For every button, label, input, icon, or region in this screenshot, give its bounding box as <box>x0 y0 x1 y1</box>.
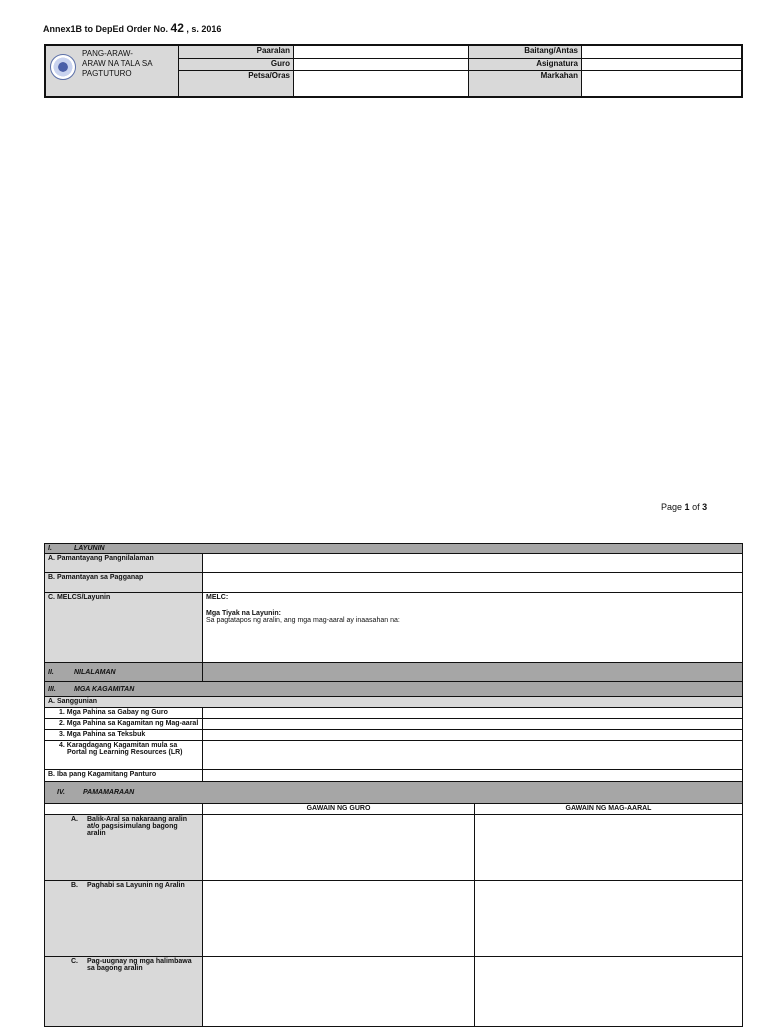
other-materials-field[interactable] <box>203 770 743 782</box>
ref-teacher-guide-label: 1. Mga Pahina sa Gabay ng Guro <box>45 708 203 719</box>
step-objectives-teacher-field[interactable] <box>203 881 475 957</box>
teacher-activity-header: GAWAIN NG GURO <box>203 804 475 815</box>
ref-lr-portal-label: 4. Karagdagang Kagamitan mula sa Portal ng Learning Resources (LR) <box>45 741 203 770</box>
content-field[interactable] <box>203 663 743 682</box>
ref-learner-material-field[interactable] <box>203 719 743 730</box>
ref-textbook-field[interactable] <box>203 730 743 741</box>
references-label: A. Sanggunian <box>45 697 743 708</box>
grade-field[interactable] <box>582 45 743 58</box>
step-objectives-student-field[interactable] <box>475 881 743 957</box>
lesson-plan-table <box>44 543 743 1027</box>
deped-seal-icon <box>50 54 76 80</box>
ref-lr-portal-field[interactable] <box>203 741 743 770</box>
form-title: PANG-ARAW- ARAW NA TALA SA PAGTUTURO <box>82 49 153 78</box>
page-number: Page 1 of 3 <box>661 502 708 512</box>
ref-teacher-guide-field[interactable] <box>203 708 743 719</box>
section-objectives: I. LAYUNIN <box>45 544 743 554</box>
school-label: Paaralan <box>179 45 294 58</box>
step-review-student-field[interactable] <box>475 815 743 881</box>
order-number: 42 <box>170 21 184 35</box>
school-field[interactable] <box>294 45 469 58</box>
subject-label: Asignatura <box>469 58 582 70</box>
quarter-field[interactable] <box>582 70 743 97</box>
other-materials-label: B. Iba pang Kagamitang Panturo <box>45 770 203 782</box>
header-table <box>44 44 743 98</box>
header-logo-cell <box>45 45 179 97</box>
quarter-label: Markahan <box>469 70 582 97</box>
ref-learner-material-label: 2. Mga Pahina sa Kagamitan ng Mag-aaral <box>45 719 203 730</box>
procedure-header-blank <box>45 804 203 815</box>
step-examples-label: C. Pag-uugnay ng mga halimbawa sa bagong aralin <box>45 957 203 1027</box>
melcs-label: C. MELCS/Layunin <box>45 593 203 663</box>
content-standard-field[interactable] <box>203 554 743 573</box>
performance-standard-label: B. Pamantayan sa Pagganap <box>45 573 203 593</box>
performance-standard-field[interactable] <box>203 573 743 593</box>
step-examples-teacher-field[interactable] <box>203 957 475 1027</box>
melcs-field[interactable]: MELC: Mga Tiyak na Layunin: Sa pagtatapos ng aralin, ang mga mag-aaral ay inaasahan na: <box>203 593 743 663</box>
section-procedure: IV. PAMAMARAAN <box>45 782 743 804</box>
step-objectives-label: B. Paghabi sa Layunin ng Aralin <box>45 881 203 957</box>
teacher-label: Guro <box>179 58 294 70</box>
annex-reference: Annex1B to DepEd Order No. 42 , s. 2016 <box>43 21 222 35</box>
step-review-label: A. Balik-Aral sa nakaraang aralin at/o pagsisimulang bagong aralin <box>45 815 203 881</box>
subject-field[interactable] <box>582 58 743 70</box>
content-standard-label: A. Pamantayang Pangnilalaman <box>45 554 203 573</box>
date-label: Petsa/Oras <box>179 70 294 97</box>
section-content: II. NILALAMAN <box>45 663 203 682</box>
step-review-teacher-field[interactable] <box>203 815 475 881</box>
step-examples-student-field[interactable] <box>475 957 743 1027</box>
section-materials: III. MGA KAGAMITAN <box>45 682 743 697</box>
ref-textbook-label: 3. Mga Pahina sa Teksbuk <box>45 730 203 741</box>
date-field[interactable] <box>294 70 469 97</box>
teacher-field[interactable] <box>294 58 469 70</box>
grade-label: Baitang/Antas <box>469 45 582 58</box>
student-activity-header: GAWAIN NG MAG-AARAL <box>475 804 743 815</box>
